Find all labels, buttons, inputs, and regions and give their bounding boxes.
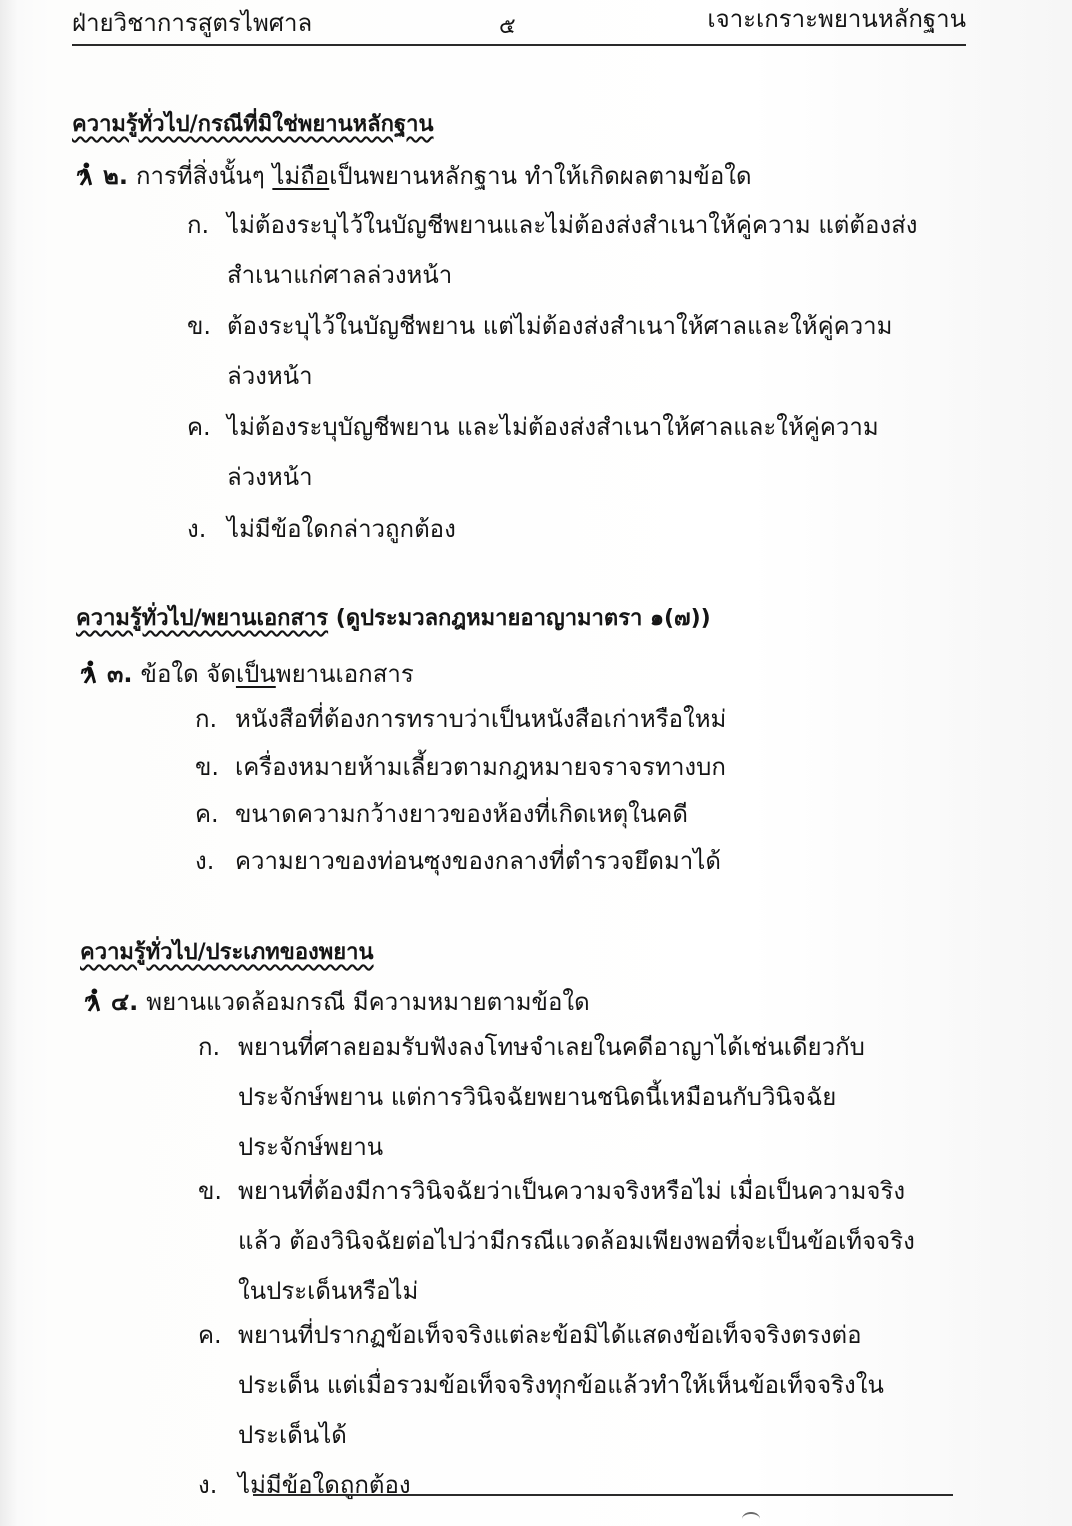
- question-text: พยานแวดล้อมกรณี มีความหมายตามข้อใด: [146, 988, 590, 1016]
- page-header: [72, 4, 966, 46]
- option-text: ไม่ต้องระบุไว้ในบัญชีพยานและไม่ต้องส่งสำเนาให้คู่ความ แต่ต้องส่ง สำเนาแก่ศาลล่วงหน้า: [227, 211, 918, 289]
- option-text: ต้องระบุไว้ในบัญชีพยาน แต่ไม่ต้องส่งสำเนาให้ศาลและให้คู่ความ ล่วงหน้า: [227, 312, 893, 390]
- section-title-types-of-evidence: ความรู้ทั่วไป/ประเภทของพยาน: [80, 940, 374, 965]
- option-text: ไม่ต้องระบุบัญชีพยาน และไม่ต้องส่งสำเนาให้ศาลและให้คู่ความ ล่วงหน้า: [227, 413, 879, 491]
- section-title-non-evidence: ความรู้ทั่วไป/กรณีที่มิใช่พยานหลักฐาน: [72, 112, 434, 137]
- option-letter: ข.: [198, 1177, 223, 1205]
- question-3-option-c: [195, 789, 965, 839]
- question-3: [76, 658, 414, 690]
- option-text: ไม่มีข้อใดกล่าวถูกต้อง: [227, 515, 456, 543]
- option-letter: ก.: [187, 211, 210, 239]
- option-text: ความยาวของท่อนซุงของกลางที่ตำรวจยึดมาได้: [235, 847, 721, 875]
- page-number: ๕: [499, 14, 516, 39]
- option-text: พยานที่ต้องมีการวินิจฉัยว่าเป็นความจริงหรือไม่ เมื่อเป็นความจริง แล้ว ต้องวินิจฉัยต่อไปว่ามีกรณีแวดล้อมเพียงพอที่จะเป็นข้อเท็จจริง ในประเด็นหรือไม่: [238, 1177, 915, 1305]
- emphasized-word: ไม่ถือ: [272, 162, 330, 190]
- option-text: หนังสือที่ต้องการทราบว่าเป็นหนังสือเก่าหรือใหม่: [235, 705, 727, 733]
- header-organization: ฝ่ายวิชาการสูตรไพศาล: [72, 9, 313, 37]
- option-letter: ค.: [198, 1321, 222, 1349]
- question-4: [80, 986, 590, 1018]
- question-3-option-d: [195, 836, 965, 886]
- option-letter: ก.: [195, 705, 218, 733]
- question-number: ๔.: [111, 988, 139, 1016]
- option-letter: ก.: [198, 1033, 221, 1061]
- section-title-reference: (ดูประมวลกฎหมายอาญามาตรา ๑(๗)): [328, 606, 711, 631]
- question-number: ๒.: [103, 162, 128, 190]
- section-title-documentary-evidence: [76, 604, 711, 634]
- question-2-option-a: [187, 200, 967, 300]
- option-text: ขนาดความกว้างยาวของห้องที่เกิดเหตุในคดี: [235, 800, 688, 828]
- walking-person-icon: [76, 660, 99, 684]
- option-letter: ง.: [198, 1471, 218, 1499]
- question-2: [72, 160, 752, 192]
- question-2-option-c: [187, 402, 967, 502]
- header-book-title: เจาะเกราะพยานหลักฐาน: [707, 5, 966, 33]
- option-letter: ง.: [195, 847, 215, 875]
- question-text-continued: พยานเอกสาร: [275, 660, 414, 688]
- question-text: ข้อใด จัด: [140, 660, 236, 688]
- section-title-main: ความรู้ทั่วไป/พยานเอกสาร: [76, 606, 329, 631]
- page-edge-mark: [742, 1512, 760, 1526]
- option-letter: ข.: [195, 753, 220, 781]
- option-text: พยานที่ปรากฏข้อเท็จจริงแต่ละข้อมิได้แสดงข้อเท็จจริงตรงต่อ ประเด็น แต่เมื่อรวมข้อเท็จจริงทุกข้อแล้วทำให้เห็นข้อเท็จจริงใน ประเด็นได้: [238, 1321, 884, 1449]
- question-number: ๓.: [107, 660, 133, 688]
- question-4-option-c: [198, 1310, 968, 1460]
- emphasized-word: เป็น: [235, 660, 276, 688]
- question-4-option-a: [198, 1022, 968, 1172]
- option-letter: ง.: [187, 515, 207, 543]
- bottom-rule: [253, 1494, 953, 1496]
- option-letter: ค.: [187, 413, 211, 441]
- option-text: เครื่องหมายห้ามเลี้ยวตามกฎหมายจราจรทางบก: [235, 753, 726, 781]
- question-4-option-b: [198, 1166, 968, 1316]
- option-letter: ข.: [187, 312, 212, 340]
- question-2-option-b: [187, 301, 967, 401]
- question-4-option-d: [198, 1460, 968, 1510]
- walking-person-icon: [80, 988, 103, 1012]
- question-text-continued: เป็นพยานหลักฐาน ทำให้เกิดผลตามข้อใด: [329, 162, 752, 190]
- question-2-option-d: [187, 504, 967, 554]
- option-letter: ค.: [195, 800, 219, 828]
- option-text: ไม่มีข้อใดถูกต้อง: [238, 1471, 411, 1499]
- walking-person-icon: [72, 162, 95, 186]
- question-3-option-a: [195, 694, 965, 744]
- question-3-option-b: [195, 742, 965, 792]
- option-text: พยานที่ศาลยอมรับฟังลงโทษจำเลยในคดีอาญาได้เช่นเดียวกับ ประจักษ์พยาน แต่การวินิจฉัยพยานชนิดนี้เหมือนกับวินิจฉัย ประจักษ์พยาน: [238, 1033, 865, 1161]
- question-text: การที่สิ่งนั้นๆ: [135, 162, 273, 190]
